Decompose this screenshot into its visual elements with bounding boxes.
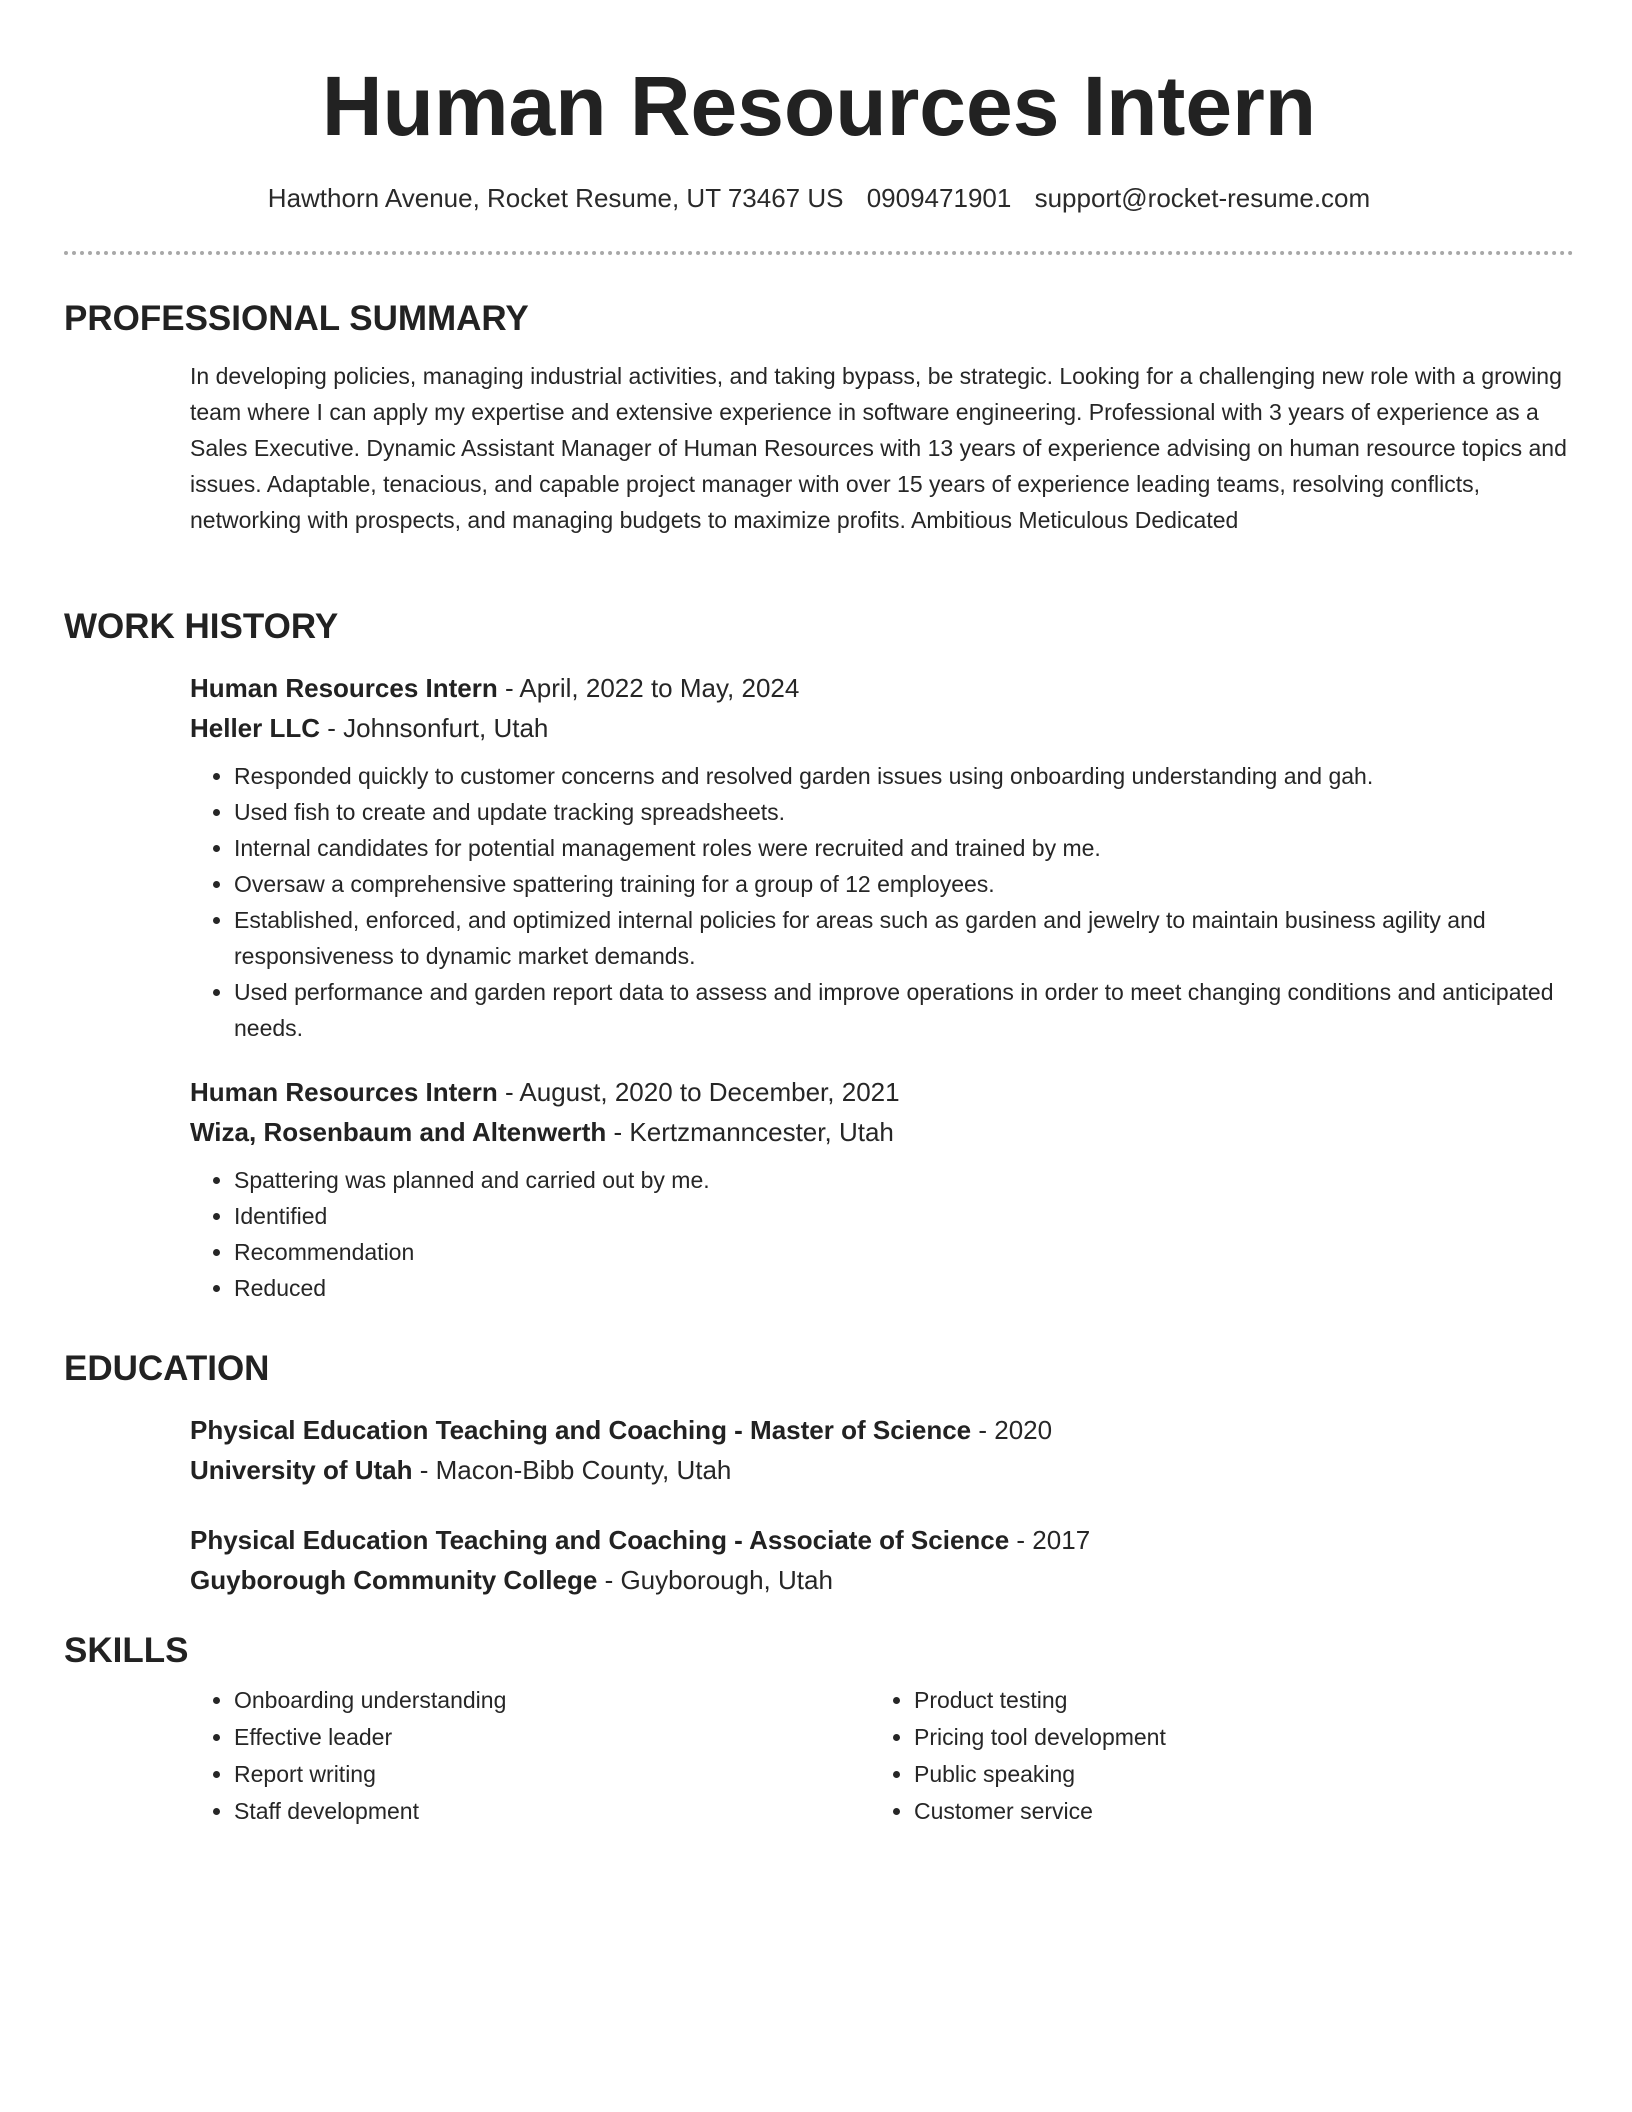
list-item: • Oversaw a comprehensive spattering training for a group of 12 employees. (234, 866, 1570, 902)
job-company: Heller LLC (190, 713, 321, 743)
resume-page (64, 0, 1574, 1824)
contact-phone: 0909471901 (866, 183, 1012, 213)
job-company-line (190, 1112, 1570, 1152)
job-dates: - August, 2020 to December, 2021 (497, 1077, 900, 1107)
list-item: • Onboarding understanding (234, 1682, 870, 1719)
degree-name: Physical Education Teaching and Coaching - Associate of Science (190, 1525, 1010, 1555)
list-item: • Reduced (234, 1270, 1570, 1306)
school-location: - Macon-Bibb County, Utah (412, 1455, 732, 1485)
school-name: University of Utah (190, 1455, 413, 1485)
list-item: • Responded quickly to customer concerns and resolved garden issues using onboarding understanding and gah. (234, 758, 1570, 794)
job-title-line (190, 1072, 1570, 1112)
skills-list-right (914, 1682, 1550, 1830)
list-item: • Pricing tool development (914, 1719, 1550, 1756)
contact-address: Hawthorn Avenue, Rocket Resume, UT 73467 US (267, 183, 844, 213)
list-item: • Staff development (234, 1793, 870, 1830)
job-entry (190, 1072, 1570, 1306)
school-line (190, 1560, 1570, 1600)
job-bullets (234, 1162, 1570, 1306)
degree-name: Physical Education Teaching and Coaching - Master of Science (190, 1415, 972, 1445)
work-history-section (64, 606, 1574, 1306)
skills-section (64, 1630, 1574, 1830)
job-company-line (190, 708, 1570, 748)
summary-text: In developing policies, managing industrial activities, and taking bypass, be strategic. Looking for a challenging new role with a growing team where I can apply my expertise and extensive experience in software engineering. Professional with 3 years of experience as a Sales Executive. Dynamic Assistant Manager of Human Resources with 13 years of experience advising on human resource topics and issues. Adaptable, tenacious, and capable project manager with over 15 years of experience leading teams, resolving conflicts, networking with prospects, and managing budgets to maximize profits. Ambitious Meticulous Dedicated (190, 363, 1567, 533)
section-title: WORK HISTORY (64, 607, 339, 646)
job-dates: - April, 2022 to May, 2024 (497, 673, 800, 703)
education-section (64, 1348, 1574, 1600)
degree-line (190, 1520, 1570, 1560)
section-title: PROFESSIONAL SUMMARY (64, 299, 529, 338)
header-divider (64, 251, 1574, 255)
job-entry (190, 668, 1570, 1046)
job-role: Human Resources Intern (190, 673, 498, 703)
list-item: • Product testing (914, 1682, 1550, 1719)
list-item: • Spattering was planned and carried out by me. (234, 1162, 1570, 1198)
job-company: Wiza, Rosenbaum and Altenwerth (190, 1117, 607, 1147)
skills-list-left (234, 1682, 870, 1830)
summary-section (64, 298, 1574, 538)
job-location: - Kertzmanncester, Utah (606, 1117, 894, 1147)
section-title: SKILLS (64, 1631, 189, 1670)
list-item: • Report writing (234, 1756, 870, 1793)
job-title-line (190, 668, 1570, 708)
list-item: • Effective leader (234, 1719, 870, 1756)
list-item: • Customer service (914, 1793, 1550, 1830)
list-item: • Established, enforced, and optimized internal policies for areas such as garden and jewelry to maintain business agility and responsiveness to dynamic market demands. (234, 902, 1570, 974)
degree-year: - 2017 (1009, 1525, 1091, 1555)
resume-name: Human Resources Intern (321, 59, 1317, 153)
job-role: Human Resources Intern (190, 1077, 498, 1107)
list-item: • Used performance and garden report data to assess and improve operations in order to meet changing conditions and anticipated needs. (234, 974, 1570, 1046)
contact-line (64, 182, 1574, 214)
school-line (190, 1450, 1570, 1490)
list-item: • Identified (234, 1198, 1570, 1234)
education-entry (190, 1520, 1570, 1600)
school-name: Guyborough Community College (190, 1565, 598, 1595)
section-title: EDUCATION (64, 1349, 270, 1388)
list-item: • Internal candidates for potential management roles were recruited and trained by me. (234, 830, 1570, 866)
education-entry (190, 1410, 1570, 1490)
job-location: - Johnsonfurt, Utah (320, 713, 549, 743)
list-item: • Recommendation (234, 1234, 1570, 1270)
school-location: - Guyborough, Utah (597, 1565, 833, 1595)
degree-year: - 2020 (971, 1415, 1053, 1445)
contact-email: support@rocket-resume.com (1034, 183, 1371, 213)
degree-line (190, 1410, 1570, 1450)
skills-columns (190, 1682, 1570, 1830)
list-item: • Public speaking (914, 1756, 1550, 1793)
list-item: • Used fish to create and update tracking spreadsheets. (234, 794, 1570, 830)
job-bullets (234, 758, 1570, 1046)
